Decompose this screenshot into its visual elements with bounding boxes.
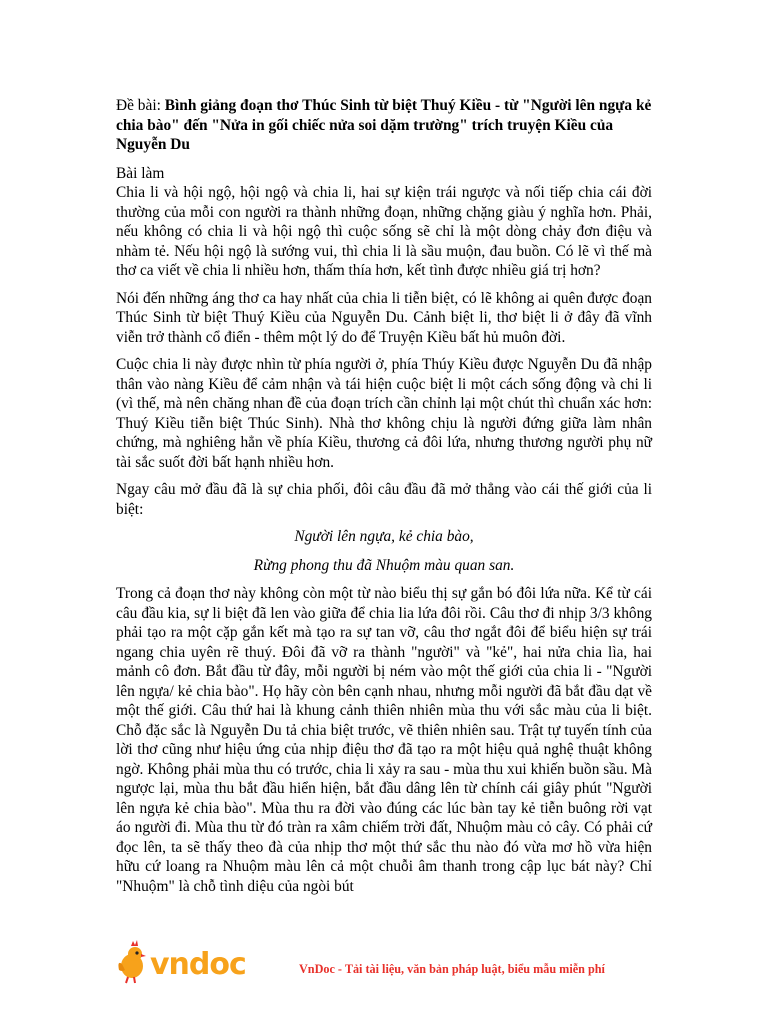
svg-text:vndoc: vndoc — [150, 947, 246, 982]
chicken-mascot-icon — [118, 940, 146, 983]
document-body — [116, 96, 652, 904]
title-prefix: Đề bài: — [116, 97, 165, 114]
paragraph-3: Cuộc chia li này được nhìn từ phía người ở, phía Thúy Kiều được Nguyễn Du đã nhập thân vào nàng Kiều để cảm nhận và tái hiện cuộc biệt li một cách sống động và chi li (vì thế, mà nên chăng nhan đề của đoạn trích cần chỉnh lại một chút thì chuẩn xác hơn: Thuý Kiều tiễn biệt Thúc Sinh). Nhà thơ không chịu là người đứng giữa làm nhân chứng, mà nghiêng hẳn về phía Kiều, thương cả đôi lứa, nhưng thương người phụ nữ tài sắc suốt đời bất hạnh nhiều hơn. — [116, 356, 652, 471]
paragraph-4: Ngay câu mở đầu đã là sự chia phối, đôi câu đầu đã mở thẳng vào cái thế giới của li biệt: — [116, 481, 652, 518]
title-text: Bình giảng đoạn thơ Thúc Sinh từ biệt Thuý Kiều - từ "Người lên ngựa kẻ chia bào" đến "Nửa in gối chiếc nửa soi dặm trường" trích truyện Kiều của Nguyễn Du — [116, 97, 652, 153]
verse-line-2: Rừng phong thu đã Nhuộm màu quan san. — [253, 556, 515, 574]
page-footer — [116, 940, 652, 984]
bai-lam-heading: Bài làm — [116, 164, 165, 182]
verse-line-1: Người lên ngựa, kẻ chia bào, — [294, 528, 474, 545]
paragraph-5: Trong cả đoạn thơ này không còn một từ nào biểu thị sự gắn bó đôi lứa nữa. Kể từ cái câu đầu kia, sự li biệt đã len vào giữa để chia lia lứa đôi rồi. Câu thơ đi nhịp 3/3 không phải tạo ra một cặp gắn kết mà tạo ra sự tan vỡ, câu thơ ngắt đôi để biểu hiện sự trái ngang chia uyên rẽ thuý. Đôi đã vỡ ra thành "người" và "kẻ", hai nửa chia lìa, hai mảnh cô đơn. Bắt đầu từ đây, mỗi người bị ném vào một thế giới của chia li - "Người lên ngựa/ kẻ chia bào". Họ hãy còn bên cạnh nhau, nhưng mỗi người đã bắt đầu dạt về một thế giới. Câu thứ hai là khung cảnh thiên nhiên mùa thu với sắc màu của li biệt. Chỗ đặc sắc là Nguyễn Du tả chia biệt trước, vẽ thiên nhiên sau. Trật tự tuyến tính của lời thơ cũng như hiệu ứng của nhịp điệu thơ đã tạo ra một hiệu quả nghệ thuật không ngờ. Không phải mùa thu có trước, chia li xảy ra sau - mùa thu xui khiến buồn sầu. Mà ngược lại, mùa thu bắt đầu hiển hiện, bắt đầu dâng lên từ chính cái giây phút "Người lên ngựa kẻ chia bào". Mùa thu ra đời vào đúng các lúc bàn tay kẻ tiễn buông rời vạt áo người đi. Mùa thu từ đó tràn ra xâm chiếm trời đất, Nhuộm màu cỏ cây. Có phải cứ đọc lên, ta sẽ thấy theo đà của nhịp thơ một thứ sắc thu nào đó vừa mơ hồ vừa hiện hữu cứ loang ra Nhuộm màu lên cả một chuỗi âm thanh trong cập lục bát này? Chỉ "Nhuộm" là chỗ tình diệu của ngòi bút — [116, 585, 652, 895]
assignment-title — [116, 96, 652, 155]
paragraph-1: Chia li và hội ngộ, hội ngộ và chia li, hai sự kiện trái ngược và nối tiếp chia cái đời thường của mỗi con người ra thành những đoạn, những chặng giàu ý nghĩa hơn. Phải, nếu không có chia li và hội ngộ thì cuộc sống sẽ chỉ là một dòng chảy đơn điệu và nhàm tẻ. Nếu hội ngộ là sướng vui, thì chia li là sầu muộn, đau buồn. Có lẽ vì thế mà thơ ca viết về chia li nhiều hơn, thấm thía hơn, kết tình được nhiều giá trị hơn? — [116, 184, 652, 279]
vndoc-logo — [116, 940, 266, 984]
footer-tagline: VnDoc - Tải tài liệu, văn bản pháp luật, biểu mẫu miễn phí — [299, 962, 605, 976]
paragraph-2: Nói đến những áng thơ ca hay nhất của chia li tiễn biệt, có lẽ không ai quên được đoạn Thúc Sinh từ biệt Thuý Kiều của Nguyễn Du. Cảnh biệt li, thơ biệt li ở đây đã vĩnh viễn trở thành cổ điển - thêm một lý do để Truyện Kiều bất hủ muôn đời. — [116, 289, 652, 346]
